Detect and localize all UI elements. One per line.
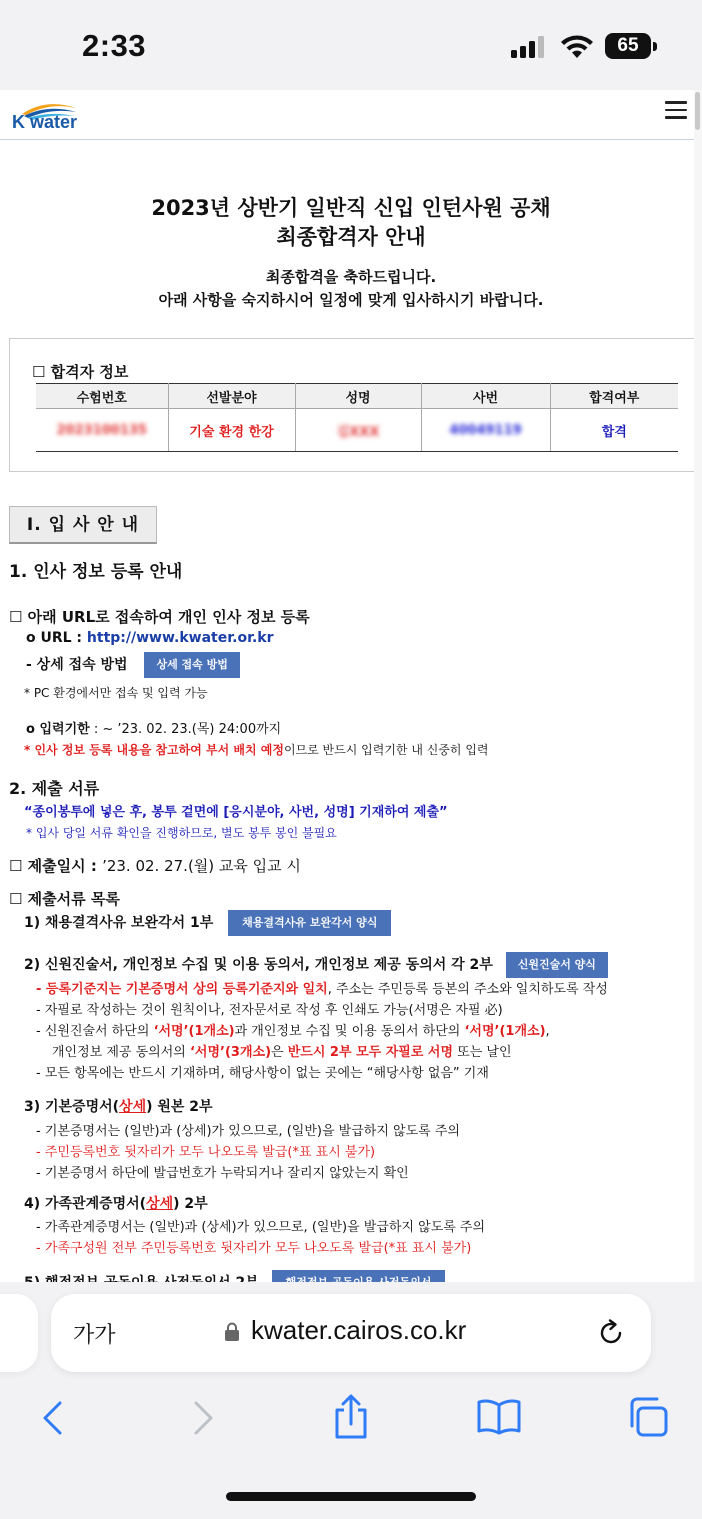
deadline-label: o 입력기한 (26, 722, 90, 737)
doc-item-2-line1: - 등록기준지는 기본증명서 상의 등록기준지와 일치, 주소는 주민등록 등본의 주소와 일치하도록 작성 (36, 982, 608, 997)
submit-date-label: ☐ 제출일시 : (9, 857, 103, 875)
doc-item-2-line2: - 자필로 작성하는 것이 원칙이나, 전자문서로 작성 후 인쇄도 가능(서명은 자필 必) (36, 1003, 503, 1018)
cell-name: 김XXX (295, 409, 421, 452)
cellular-signal-icon (511, 36, 547, 58)
cell-exam-no: 2023100135 (36, 409, 168, 452)
deadline-value: : ~ ’23. 02. 23.(목) 24:00까지 (89, 722, 282, 737)
heading-submit-docs: 2. 제출 서류 (9, 779, 100, 798)
winner-table (36, 383, 678, 452)
doc-item-2 (24, 952, 608, 978)
doc-item-2-line5: - 모든 항목에는 반드시 기재하며, 해당사항이 없는 곳에는 “해당사항 없음” 기재 (36, 1066, 489, 1081)
detail-method-button[interactable]: 상세 접속 방법 (144, 652, 239, 678)
lock-icon (225, 1322, 239, 1341)
envelope-note: * 입사 당일 서류 확인을 진행하므로, 별도 봉투 봉인 불필요 (26, 826, 337, 840)
cell-field: 기술 환경 한강 (168, 409, 295, 452)
battery-icon: 65 (605, 33, 651, 59)
web-content (0, 90, 702, 1282)
doc-item-3-line3: - 기본증명서 하단에 발급번호가 누락되거나 잘리지 않았는지 확인 (36, 1166, 409, 1181)
identity-statement-form-button[interactable]: 신원진술서 양식 (506, 952, 608, 978)
doc-item-1-label: 1) 채용결격사유 보완각서 1부 (24, 915, 214, 931)
doc-item-2-line3: - 신원진술서 하단의 ‘서명’(1개소)과 개인정보 수집 및 이용 동의서 하단의 ‘서명’(1개소), (36, 1024, 550, 1039)
congrats-text (0, 266, 702, 312)
congrats-line1: 최종합격을 축하드립니다. (265, 268, 437, 286)
detail-method-line (26, 652, 240, 678)
doc-item-2-label: 2) 신원진술서, 개인정보 수집 및 이용 동의서, 개인정보 제공 동의서 각 2부 (24, 957, 493, 973)
forward-icon[interactable] (192, 1400, 216, 1436)
doc-item-3-line2: - 주민등록번호 뒷자리가 모두 나오도록 발급(*표 표시 불가) (36, 1145, 376, 1160)
heading-info-registration: 1. 인사 정보 등록 안내 (9, 562, 183, 582)
winner-info-box (9, 338, 702, 472)
back-icon[interactable] (40, 1400, 64, 1436)
submit-date-value: ’23. 02. 27.(월) 교육 입교 시 (102, 857, 301, 875)
scroll-thumb[interactable] (695, 92, 700, 130)
col-exam-no: 수험번호 (36, 384, 168, 409)
col-result: 합격여부 (550, 384, 678, 409)
onboarding-content (0, 582, 702, 1382)
previous-tab-preview[interactable] (0, 1294, 38, 1372)
winner-info-title: ☐ 합격자 정보 (32, 363, 129, 381)
envelope-instruction: “종이봉투에 넣은 후, 봉투 겉면에 [응시분야, 사번, 성명] 기재하여 제출” (24, 805, 448, 820)
hamburger-menu-icon[interactable] (665, 101, 687, 119)
deadline-note-rest: 이므로 반드시 입력기한 내 신중히 입력 (283, 743, 489, 757)
cell-emp-no: 40049119 (421, 409, 550, 452)
family-cert-detail-link[interactable]: 상세 (146, 1196, 174, 1212)
logo-text: K water (12, 112, 78, 132)
pc-only-note: * PC 환경에서만 접속 및 입력 가능 (24, 686, 208, 700)
status-time: 2:33 (82, 28, 147, 63)
info-register-title: ☐ 아래 URL로 접속하여 개인 인사 정보 등록 (9, 608, 310, 626)
table-row (36, 409, 678, 452)
share-icon[interactable] (332, 1394, 370, 1440)
battery-tip (653, 42, 657, 51)
basic-cert-detail-link[interactable]: 상세 (119, 1099, 147, 1115)
address-url[interactable]: kwater.cairos.co.kr (251, 1315, 467, 1345)
cell-result: 합격 (550, 409, 678, 452)
congrats-line2: 아래 사항을 숙지하시어 일정에 맞게 입사하시기 바랍니다. (158, 291, 544, 309)
url-label: o URL : (26, 630, 87, 646)
section-badge-onboarding: Ⅰ. 입 사 안 내 (9, 506, 157, 544)
address-bar[interactable] (51, 1294, 651, 1372)
page-settings-button[interactable]: 가가 (73, 1323, 116, 1348)
page-title-line1: 2023년 상반기 일반직 신입 인턴사원 공채 (151, 196, 551, 220)
kwater-url-link[interactable]: http://www.kwater.or.kr (86, 630, 274, 646)
bookmarks-icon[interactable] (476, 1398, 522, 1436)
deadline-note (24, 741, 489, 758)
tabs-icon[interactable] (626, 1396, 670, 1438)
home-indicator (226, 1492, 476, 1501)
status-bar (0, 0, 702, 90)
detail-method-label: - 상세 접속 방법 (26, 657, 128, 673)
doc-item-4-line1: - 가족관계증명서는 (일반)과 (상세)가 있으므로, (일반)을 발급하지 않도록 주의 (36, 1220, 486, 1235)
col-emp-no: 사번 (421, 384, 550, 409)
docs-list-title: ☐ 제출서류 목록 (9, 890, 120, 908)
doc-item-2-line4: 개인정보 제공 동의서의 ‘서명’(3개소)은 반드시 2부 모두 자필로 서명 또는 날인 (52, 1045, 512, 1060)
doc-item-4-line2: - 가족구성원 전부 주민등록번호 뒷자리가 모두 나오도록 발급(*표 표시 불가) (36, 1241, 472, 1256)
notice-title-block (0, 194, 702, 312)
wifi-icon (560, 34, 594, 60)
winner-table-header (36, 384, 678, 409)
col-field: 선발분야 (168, 384, 295, 409)
submit-date-line (9, 855, 301, 876)
doc-item-3: 3) 기본증명서(상세) 원본 2부 (24, 1099, 213, 1115)
disqualification-form-button[interactable]: 채용결격사유 보완각서 양식 (228, 910, 391, 936)
safari-toolbar (0, 1282, 702, 1519)
site-header (0, 90, 702, 140)
doc-item-4: 4) 가족관계증명서(상세) 2부 (24, 1196, 208, 1212)
page-title-line2: 최종합격자 안내 (276, 225, 426, 249)
deadline-line (26, 718, 281, 737)
doc-item-1 (24, 910, 391, 936)
reload-icon[interactable] (596, 1318, 626, 1348)
url-line (26, 630, 274, 646)
deadline-note-emphasis: * 인사 정보 등록 내용을 참고하여 부서 배치 예정 (24, 743, 284, 757)
col-name: 성명 (295, 384, 421, 409)
doc-item-3-line1: - 기본증명서는 (일반)과 (상세)가 있으므로, (일반)을 발급하지 않도록 주의 (36, 1124, 460, 1139)
